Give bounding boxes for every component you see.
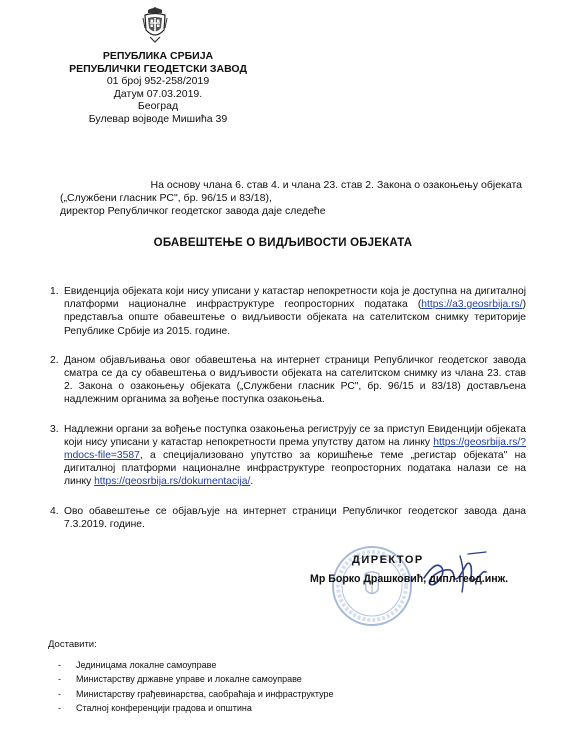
item-number: 2. — [50, 354, 59, 366]
recipient: Јединицама локалне самоуправе — [76, 660, 217, 670]
recipient: Министарству грађевинарства, саобраћаја и инфраструктуре — [76, 688, 334, 699]
numbered-list — [40, 285, 526, 547]
address: Булевар војводе Мишића 39 — [88, 112, 228, 125]
item-text: . — [250, 476, 254, 488]
signer-role: ДИРЕКТОР — [352, 554, 424, 566]
list-dash: - — [58, 660, 61, 670]
handwritten-signature — [420, 548, 490, 596]
coat-of-arms-icon — [142, 6, 168, 44]
document-title: ОБАВЕШТЕЊЕ О ВИДЉИВОСТИ ОБЈЕКАТА — [153, 237, 413, 249]
list-item — [56, 658, 334, 672]
item-text: Евиденција објеката који нису уписани у катастар непокретности која је доступна на дигиталној платформи националне инфраструктуре геопросторних података ( — [64, 286, 526, 311]
list-item — [40, 354, 526, 407]
intro-paragraph — [52, 179, 522, 218]
mdocs-file-link[interactable]: https://geosrbija.rs/?mdocs-file=3587 — [64, 436, 526, 462]
city: Београд — [137, 100, 179, 113]
a3-geosrbija-link[interactable]: https://a3.geosrbija.rs/ — [421, 299, 523, 311]
recipient: Министарству државне управе и локалне самоуправе — [76, 674, 302, 685]
list-dash: - — [58, 702, 61, 713]
list-item — [56, 687, 334, 701]
item-text: Даном објављивања овог обавештења на интернет страници Републичког геодетског завода сматра се да су обавештења о видљивости објеката на сателитском снимку из члана 23. став 2. Закона о озакоњењу објеката („Службени гласник РС", бр. 96/15 и 83/18) достављена надлежним органима за вођење поступка озакоњења. — [64, 354, 526, 406]
item-text: Надлежни органи за вођење поступка озакоњења региструју се за приступ Евиденцији објеката који нису уписани у катастар непокретности према упутству датом на линку — [64, 423, 526, 448]
list-item — [56, 701, 334, 715]
dokumentacija-link[interactable]: https://geosrbija.rs/dokumentacija/ — [94, 476, 251, 488]
intro-line-1: На основу члана 6. став 4. и члана 23. став 2. Закона о озакоњењу објеката — [150, 179, 522, 191]
item-text: ) представља опште обавештење о видљивости објеката на сателитском снимку територије Републике Србије из 2015. године. — [64, 299, 526, 337]
institution-name: РЕПУБЛИЧКИ ГЕОДЕТСКИ ЗАВОД — [69, 62, 247, 75]
document-date: Датум 07.03.2019. — [113, 87, 203, 100]
list-item — [40, 505, 526, 531]
intro-line-2: („Службени гласник РС", бр. 96/15 и 83/18), — [60, 192, 272, 204]
distribution-label: Доставити: — [48, 639, 97, 650]
item-number: 1. — [50, 286, 59, 297]
list-item — [40, 423, 526, 489]
list-dash: - — [58, 674, 61, 685]
document-number: 01 број 952-258/2019 — [106, 75, 210, 88]
intro-line-3: директор Републичког геодетског завода даје следеће — [60, 205, 326, 217]
distribution-list — [56, 658, 334, 715]
item-number: 3. — [50, 423, 59, 435]
list-item — [56, 672, 334, 686]
list-item — [40, 285, 526, 338]
list-dash: - — [58, 688, 61, 699]
letterhead — [58, 50, 258, 126]
country-name: РЕПУБЛИКА СРБИЈА — [102, 50, 214, 62]
recipient: Сталној конференцији градова и општина — [76, 702, 252, 713]
signer-name: Мр Борко Драшковић, дипл.геод.инж. — [310, 573, 509, 585]
item-text: , а специјализовано упутство за коришћење теме „регистар објеката" на дигиталној платформи националне инфраструктуре геопросторних података налази се на линку — [64, 450, 526, 488]
item-number: 4. — [50, 505, 59, 517]
item-text: Ово обавештење се објављује на интернет страници Републичког геодетског завода дана 7.3.2019. године. — [64, 505, 526, 530]
